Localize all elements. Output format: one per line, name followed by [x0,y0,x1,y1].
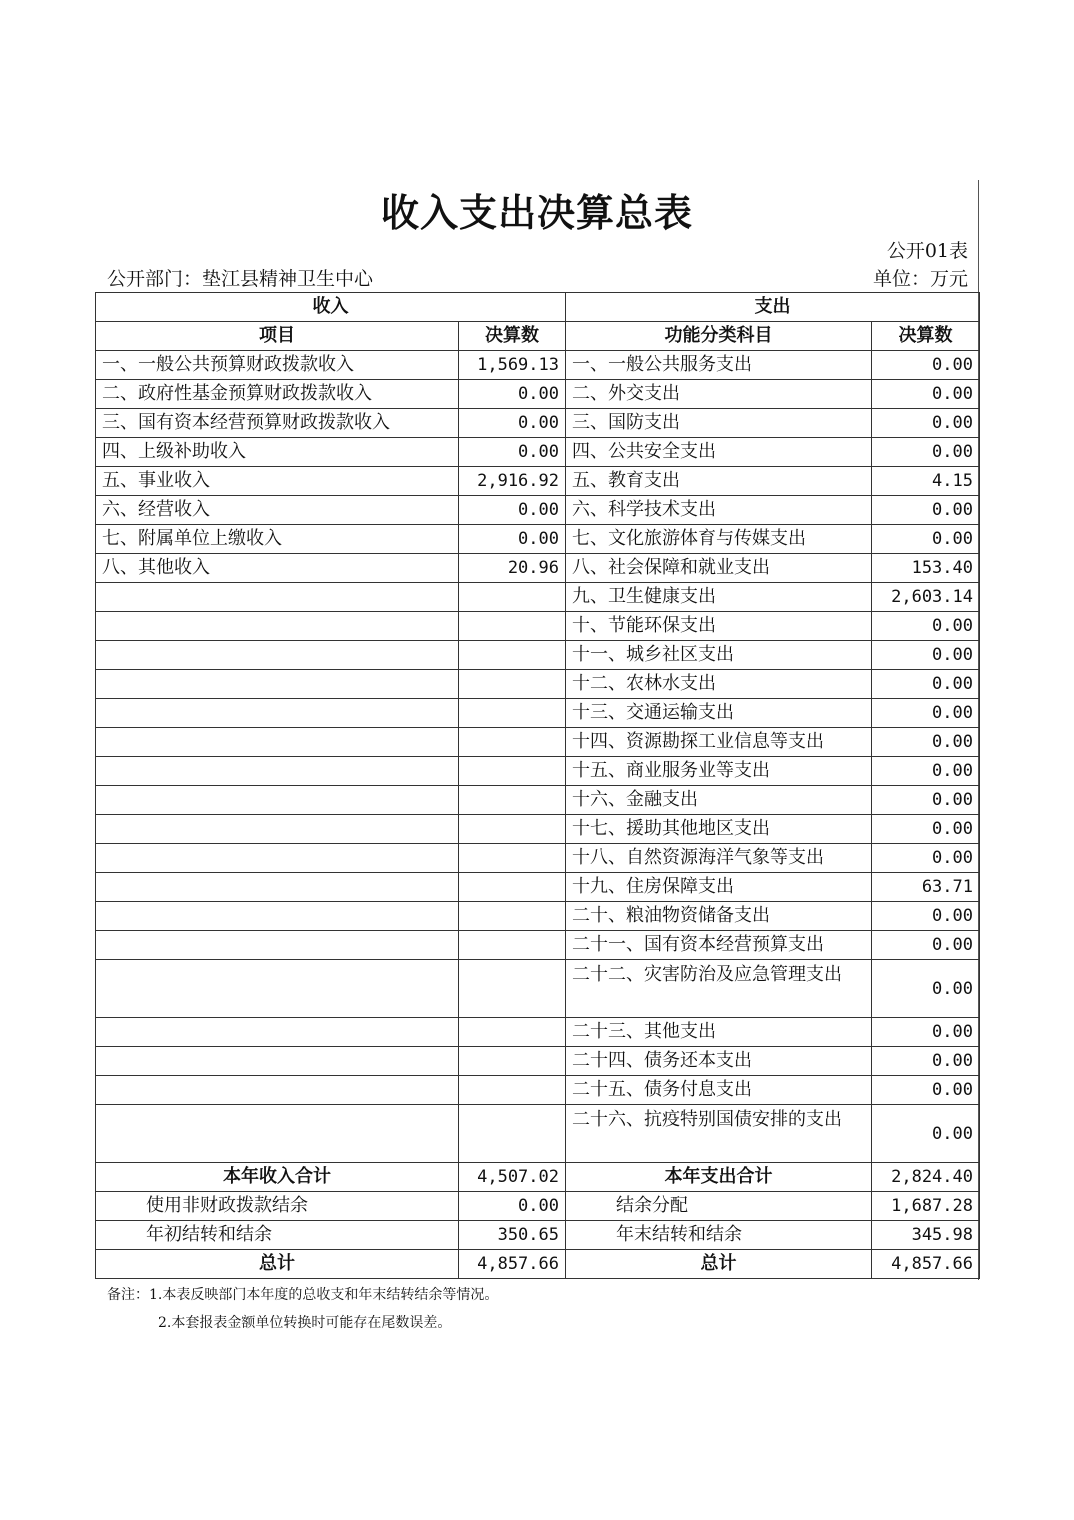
expense-item: 八、社会保障和就业支出 [566,554,872,583]
income-value: 0.00 [459,525,566,554]
expense-value: 153.40 [872,554,980,583]
income-item [96,641,459,670]
expense-value: 0.00 [872,670,980,699]
income-item [96,670,459,699]
form-code: 公开01表 [886,240,968,262]
table-row [96,525,980,554]
table-row [96,409,980,438]
nonfiscal-label: 使用非财政拨款结余 [96,1192,459,1221]
expense-value: 0.00 [872,960,980,1018]
year-income-label: 本年收入合计 [96,1163,459,1192]
expense-item: 十九、住房保障支出 [566,873,872,902]
income-item [96,844,459,873]
income-item [96,1047,459,1076]
expense-item: 十二、农林水支出 [566,670,872,699]
table-row [96,612,980,641]
table-row [96,1047,980,1076]
income-value [459,670,566,699]
income-item [96,757,459,786]
budget-table [95,292,980,1279]
table-row [96,844,980,873]
income-value [459,844,566,873]
expense-item: 四、公共安全支出 [566,438,872,467]
total-income-value: 4,857.66 [459,1250,566,1279]
surplus-dist-label: 结余分配 [566,1192,872,1221]
department-label: 公开部门：垫江县精神卫生中心 [107,268,374,290]
income-value: 0.00 [459,380,566,409]
expense-value: 0.00 [872,1076,980,1105]
income-value: 20.96 [459,554,566,583]
income-item: 四、上级补助收入 [96,438,459,467]
year-expense-label: 本年支出合计 [566,1163,872,1192]
income-item [96,583,459,612]
table-row [96,1192,980,1221]
income-item [96,960,459,1018]
expense-value: 0.00 [872,351,980,380]
begin-balance-label: 年初结转和结余 [96,1221,459,1250]
end-balance-label: 年末结转和结余 [566,1221,872,1250]
expense-value: 0.00 [872,1047,980,1076]
table-row [96,931,980,960]
expense-item: 二、外交支出 [566,380,872,409]
income-value: 0.00 [459,438,566,467]
page-title: 收入支出决算总表 [380,191,693,235]
income-value [459,641,566,670]
income-value: 1,569.13 [459,351,566,380]
income-item: 五、事业收入 [96,467,459,496]
table-row [96,670,980,699]
expense-item: 十一、城乡社区支出 [566,641,872,670]
table-row [96,380,980,409]
year-expense-value: 2,824.40 [872,1163,980,1192]
income-item: 六、经营收入 [96,496,459,525]
income-item [96,815,459,844]
expense-value: 0.00 [872,380,980,409]
expense-value: 0.00 [872,757,980,786]
expense-item: 二十二、灾害防治及应急管理支出 [566,960,872,1018]
expense-value: 0.00 [872,699,980,728]
income-value [459,1076,566,1105]
table-row [96,699,980,728]
unit-label: 单位：万元 [872,268,968,290]
note-2: 2.本套报表金额单位转换时可能存在尾数误差。 [158,1315,452,1331]
income-value [459,902,566,931]
income-item [96,699,459,728]
expense-value: 0.00 [872,931,980,960]
expense-item: 五、教育支出 [566,467,872,496]
expense-value: 0.00 [872,728,980,757]
expense-item: 二十六、抗疫特别国债安排的支出 [566,1105,872,1163]
nonfiscal-value: 0.00 [459,1192,566,1221]
expense-value: 4.15 [872,467,980,496]
income-item: 七、附属单位上缴收入 [96,525,459,554]
func-item-header: 功能分类科目 [566,322,872,351]
amount-header: 决算数 [459,322,566,351]
expense-value: 2,603.14 [872,583,980,612]
expense-value: 0.00 [872,525,980,554]
expense-value: 0.00 [872,1018,980,1047]
expense-item: 二十五、债务付息支出 [566,1076,872,1105]
income-item [96,1018,459,1047]
table-row [96,554,980,583]
table-row [96,1018,980,1047]
income-item: 三、国有资本经营预算财政拨款收入 [96,409,459,438]
table-row [96,1076,980,1105]
expense-item: 十五、商业服务业等支出 [566,757,872,786]
income-value [459,815,566,844]
income-item [96,1076,459,1105]
table-row [96,1163,980,1192]
expense-item: 十八、自然资源海洋气象等支出 [566,844,872,873]
expense-item: 二十、粮油物资储备支出 [566,902,872,931]
expense-value: 0.00 [872,844,980,873]
table-row [96,351,980,380]
table-row [96,1250,980,1279]
expense-value: 0.00 [872,438,980,467]
expense-item: 七、文化旅游体育与传媒支出 [566,525,872,554]
expense-item: 十三、交通运输支出 [566,699,872,728]
expense-item: 十六、金融支出 [566,786,872,815]
income-value: 0.00 [459,409,566,438]
income-item [96,728,459,757]
table-row [96,786,980,815]
expense-value: 0.00 [872,815,980,844]
income-item [96,1105,459,1163]
income-value [459,786,566,815]
begin-balance-value: 350.65 [459,1221,566,1250]
table-row [96,815,980,844]
table-subheader-row [96,322,980,351]
income-value [459,699,566,728]
table-row [96,583,980,612]
expense-item: 六、科学技术支出 [566,496,872,525]
expense-item: 十四、资源勘探工业信息等支出 [566,728,872,757]
income-item [96,786,459,815]
expense-value: 0.00 [872,1105,980,1163]
table-body [96,351,980,1163]
table-row [96,1221,980,1250]
expense-value: 0.00 [872,902,980,931]
end-balance-value: 345.98 [872,1221,980,1250]
income-value [459,931,566,960]
income-value [459,728,566,757]
expense-value: 0.00 [872,641,980,670]
expense-item: 一、一般公共服务支出 [566,351,872,380]
note-1: 备注：1.本表反映部门本年度的总收支和年末结转结余等情况。 [107,1287,499,1303]
item-header: 项目 [96,322,459,351]
table-totals [96,1163,980,1279]
income-value: 0.00 [459,496,566,525]
income-value [459,757,566,786]
total-expense-label: 总计 [566,1250,872,1279]
income-value [459,960,566,1018]
income-item [96,873,459,902]
income-value [459,1105,566,1163]
table-row [96,1105,980,1163]
expense-item: 十七、援助其他地区支出 [566,815,872,844]
expense-item: 十、节能环保支出 [566,612,872,641]
surplus-dist-value: 1,687.28 [872,1192,980,1221]
income-value: 2,916.92 [459,467,566,496]
income-value [459,1047,566,1076]
expense-item: 三、国防支出 [566,409,872,438]
table-row [96,902,980,931]
year-income-value: 4,507.02 [459,1163,566,1192]
table-row [96,467,980,496]
income-value [459,1018,566,1047]
table-row [96,757,980,786]
income-item: 一、一般公共预算财政拨款收入 [96,351,459,380]
income-value [459,873,566,902]
total-expense-value: 4,857.66 [872,1250,980,1279]
expense-value: 0.00 [872,496,980,525]
income-item [96,612,459,641]
income-value [459,583,566,612]
income-value [459,612,566,641]
expense-item: 二十一、国有资本经营预算支出 [566,931,872,960]
expense-item: 二十三、其他支出 [566,1018,872,1047]
amount2-header: 决算数 [872,322,980,351]
income-item: 八、其他收入 [96,554,459,583]
table-header-row [96,293,980,322]
income-item: 二、政府性基金预算财政拨款收入 [96,380,459,409]
expense-header: 支出 [566,293,980,322]
table-row [96,438,980,467]
expense-value: 0.00 [872,612,980,641]
income-item [96,902,459,931]
expense-item: 二十四、债务还本支出 [566,1047,872,1076]
income-header: 收入 [96,293,566,322]
table-row [96,641,980,670]
expense-value: 0.00 [872,786,980,815]
income-item [96,931,459,960]
table-row [96,960,980,1018]
total-income-label: 总计 [96,1250,459,1279]
table-row [96,728,980,757]
expense-value: 63.71 [872,873,980,902]
table-row [96,496,980,525]
expense-item: 九、卫生健康支出 [566,583,872,612]
table-row [96,873,980,902]
expense-value: 0.00 [872,409,980,438]
